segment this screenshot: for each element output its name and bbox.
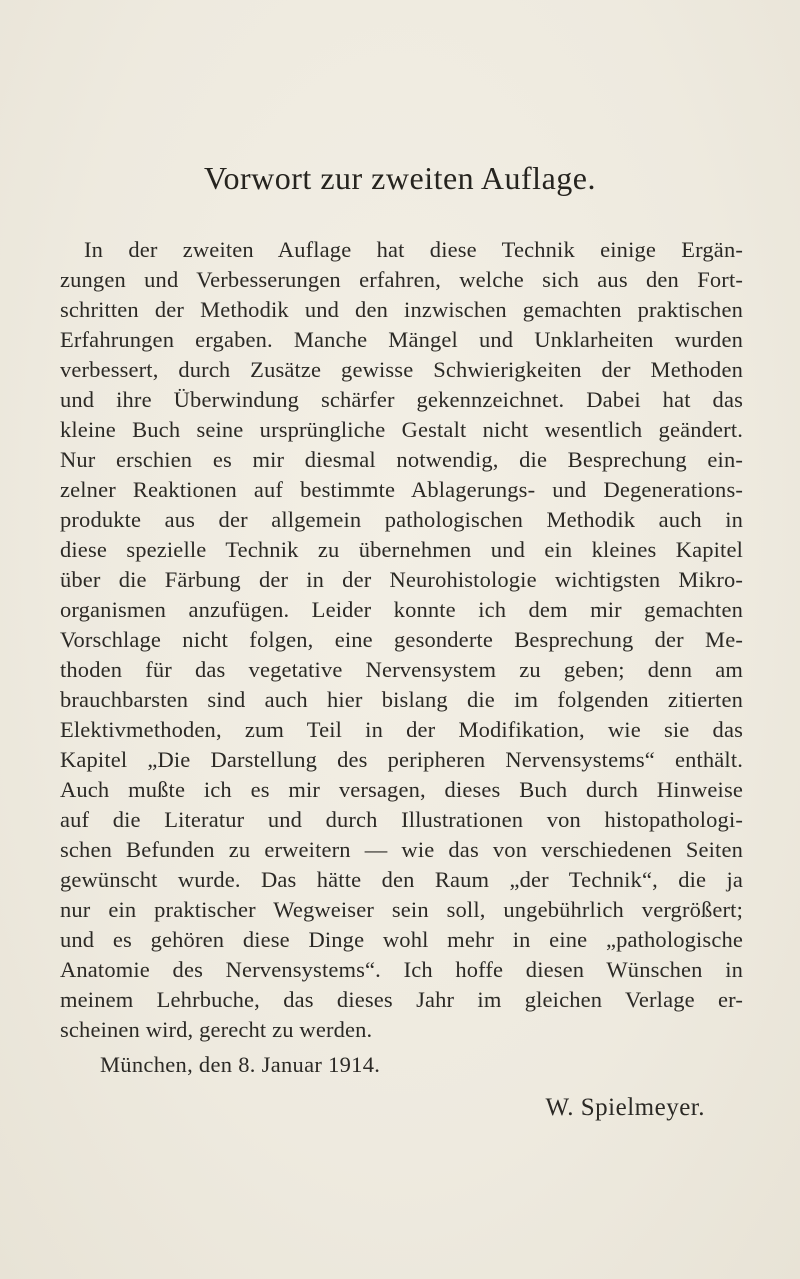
text-line: Elektivmethoden, zum Teil in der Modifikation, wie sie das <box>60 717 743 742</box>
text-line: auf die Literatur und durch Illustrationen von histopathologi- <box>60 807 743 832</box>
text-line: organismen anzufügen. Leider konnte ich dem mir gemachten <box>60 597 743 622</box>
text-line: nur ein praktischer Wegweiser sein soll, ungebührlich vergrößert; <box>60 897 743 922</box>
page-title: Vorwort zur zweiten Auflage. <box>204 160 596 196</box>
text-line: Erfahrungen ergaben. Manche Mängel und Unklarheiten wurden <box>60 327 743 352</box>
text-line: Vorschlage nicht folgen, eine gesonderte Besprechung der Me- <box>60 627 743 652</box>
signature: W. Spielmeyer. <box>545 1094 705 1121</box>
text-line: diese spezielle Technik zu übernehmen und ein kleines Kapitel <box>60 537 743 562</box>
text-line: brauchbarsten sind auch hier bislang die im folgenden zitierten <box>60 687 743 712</box>
text-line: Kapitel „Die Darstellung des peripheren Nervensystems“ enthält. <box>60 747 743 772</box>
text-line: Nur erschien es mir diesmal notwendig, die Besprechung ein- <box>60 447 743 472</box>
text-line: verbessert, durch Zusätze gewisse Schwierigkeiten der Methoden <box>60 357 743 382</box>
text-line: gewünscht wurde. Das hätte den Raum „der Technik“, die ja <box>60 867 743 892</box>
text-line: thoden für das vegetative Nervensystem zu geben; denn am <box>60 657 743 682</box>
dateline: München, den 8. Januar 1914. <box>100 1052 381 1077</box>
text-line: zungen und Verbesserungen erfahren, welche sich aus den Fort- <box>60 267 743 292</box>
text-line: schen Befunden zu erweitern — wie das von verschiedenen Seiten <box>60 837 743 862</box>
text-line: Auch mußte ich es mir versagen, dieses Buch durch Hinweise <box>60 777 743 802</box>
text-line: zelner Reaktionen auf bestimmte Ablagerungs- und Degenerations- <box>60 477 743 502</box>
text-line: über die Färbung der in der Neurohistologie wichtigsten Mikro- <box>60 567 743 592</box>
text-line: kleine Buch seine ursprüngliche Gestalt nicht wesentlich geändert. <box>60 417 743 442</box>
text-line: scheinen wird, gerecht zu werden. <box>60 1017 373 1042</box>
text-line: und es gehören diese Dinge wohl mehr in eine „pathologische <box>60 927 743 952</box>
text-line: produkte aus der allgemein pathologischen Methodik auch in <box>60 507 743 532</box>
text-line: und ihre Überwindung schärfer gekennzeichnet. Dabei hat das <box>60 387 743 412</box>
text-line: In der zweiten Auflage hat diese Technik einige Ergän- <box>84 237 743 262</box>
text-line: meinem Lehrbuche, das dieses Jahr im gleichen Verlage er- <box>60 987 743 1012</box>
text-line: schritten der Methodik und den inzwischen gemachten praktischen <box>60 297 743 322</box>
text-line: Anatomie des Nervensystems“. Ich hoffe diesen Wünschen in <box>60 957 743 982</box>
